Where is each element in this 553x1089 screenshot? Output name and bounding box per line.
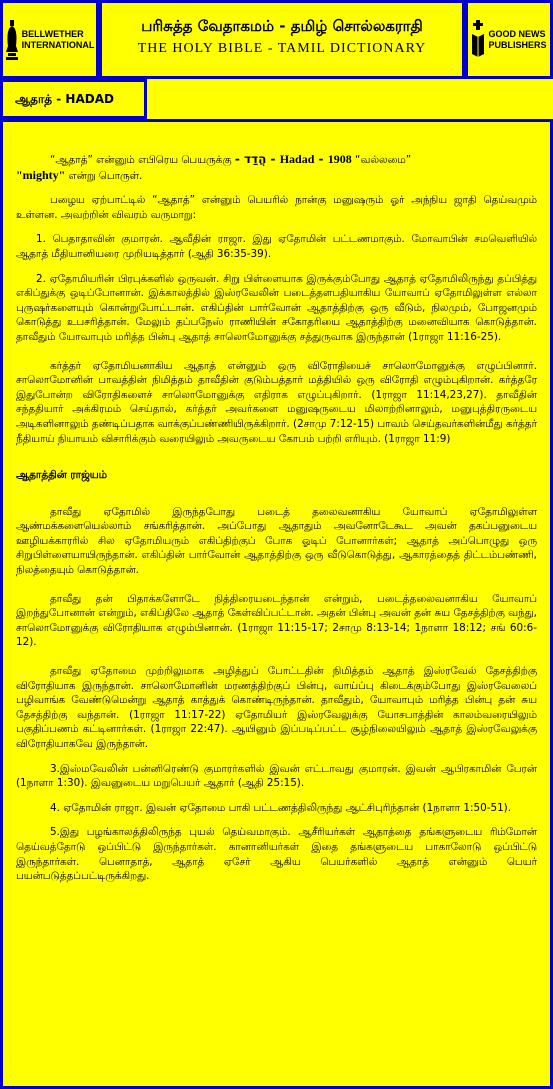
goodnews-logo-box <box>465 0 553 79</box>
intro-line <box>16 152 537 183</box>
entry-sep: - <box>52 92 66 106</box>
meaning-tamil: “வல்லமை” <box>351 154 412 166</box>
paragraph: 2. ஏதோமியரின் பிரபுக்களில் ஒருவன். சிறு பிள்ளையாக இருக்கும்போது ஆதாத் ஏதோமிலிருந்து தப்பித்து எகிப்துக்கு ஒடிப்போனான். இக்காலத்தில் இஸ்ரவேலின் படைத்தளபதியாகிய யோவாப் ஏதோமிலுள்ள எல்லா புருஷர்களையும் கொன்றுபோட்டான். எகிப்தின் பார்வோன் ஆதாத்திற்கு ஒரு வீடும், நிலமும், போஜனமும் கொடுத்து உபசரித்தான். மேலும் தப்பநேஸ் ராணியின் சகோதரியை ஆதாத்திற்கு மனைவியாக கொடுத்தான். தாவீதும் யோவாபும் மரித்த பின்பு ஆதாத் சாலொமோனுக்கு சத்துருவாக இருந்தான் (1ராஜா 11:16-25). <box>16 272 537 343</box>
paragraph: 1. பெதாதாவின் குமாரன். ஆவீதின் ராஜா. இது ஏதோமின் பட்டணமாகும். மோவாபின் சமவெளியில் ஆதாத் மீதியானியரை முறியடித்தார் (ஆதி 36:35-39). <box>16 233 537 260</box>
intro-tail: என்று பொருள். <box>65 169 143 182</box>
entry-content-box <box>0 119 553 1089</box>
hebrew-word: הֲדַד <box>243 152 267 166</box>
paragraph: பழைய ஏற்பாட்டில் “ஆதாத்” என்னும் பெயரில் நான்கு மனுஷரும் ஓர் அந்நிய ஜாதி தெய்வமும் உள்ளன. அவற்றின் விவரம் வருமாறு: <box>16 194 537 221</box>
logo-line-1: BELLWETHER <box>21 28 84 39</box>
section-heading: ஆதாத்தின் ராஜ்யம் <box>16 469 108 482</box>
bellwether-logo <box>5 20 95 60</box>
intro-text: “ஆதாத்” என்னும் எபிரெய பெயருக்கு <box>50 154 235 166</box>
title-english: THE HOLY BIBLE - TAMIL DICTIONARY <box>137 41 427 56</box>
entry-word-tamil: ஆதாத் <box>15 92 53 106</box>
intro-dash: - <box>314 152 328 166</box>
logo-line-2: INTERNATIONAL <box>21 39 95 50</box>
strongs-number: 1908 <box>327 152 352 166</box>
paragraph: தாவீது ஏதோமை முற்றிலுமாக அழித்துப் போட்டதின் நிமித்தம் ஆதாத் இஸ்ரவேல் தேசத்திற்கு விரோதியாக இருந்தான். சாலொமோனின் மரணத்திற்குப் பின்பு, வாய்ப்பு கிடைக்கும்போது இஸ்ரவேலைப் பழிவாங்க வேண்டுமென்று ஆதாத் காத்துக் கொண்டிருந்தான். தாவீதும், யோவாபும் மரித்த பின்பு தன் சுய தேசத்திற்கு வந்தான். (1ராஜா 11:17-22) ஏதோமியர் இஸ்ரவேலுக்கு யோசபாத்தின் காலம்வரையிலும் பகுதிப்பணம் கட்டினார்கள். (1ராஜா 22:47). ஆயினும் இப்படிப்பட்ட சூழ்நிலையிலும் ஆதாத் இஸ்ரவேலுக்கு விரோதியாகவே இருந்தான். <box>16 665 537 750</box>
bellwether-logo-box <box>0 0 99 79</box>
intro-dash: - <box>234 152 244 166</box>
goodnews-logo <box>471 20 546 60</box>
meaning-english: "mighty" <box>16 167 66 182</box>
numbered-item: 3.இஸ்மவேலின் பன்னிரெண்டு குமாரர்களில் இவன் எட்டாவது குமாரன். இவன் ஆபிரகாமின் பேரன் (1நாளா 1:30). இவனுடைய மறுபெயர் ஆதார் (ஆதி 25:15). <box>16 762 537 790</box>
paragraph: தாவீது ஏதோமில் இருந்தபோது படைத் தலைவனாகிய யோவாப் ஏதோமிலுள்ள ஆண்மக்களையெல்லாம் சங்கரித்தான். அப்போது ஆதாதும் அவனோடேகூட அவன் தகப்பனுடைய ஊழியக்காரரில் சில ஏதோமியரும் எகிப்திற்குப் போக ஓடிப் போனார்கள்; ஆதாத் அப்பொழுது ஒரு சிறுபிள்ளையாயிருந்தான். எகிப்தின் பார்வோன் ஆதாத்திற்கு ஒரு வீடுகொடுத்து, ஆகாரத்தைத் திட்டம்பண்ணி, நிலத்தையும் கொடுத்தான். <box>16 505 537 577</box>
numbered-item: 4. ஏதோமின் ராஜா. இவன் ஏதோமை பாகி பட்டணத்திலிருந்து ஆட்சிபுரிந்தான் (1நாளா 1:50-51). <box>50 801 512 814</box>
bell-logo-icon <box>5 20 19 60</box>
entry-word-tab <box>0 79 147 119</box>
entry-body <box>16 142 537 884</box>
logo-line-1: GOOD NEWS <box>488 28 546 39</box>
intro-dash: - <box>266 152 280 166</box>
open-book-logo-icon <box>471 20 485 60</box>
dictionary-title-box <box>99 0 465 79</box>
paragraph: கர்த்தர் ஏதோமியனாகிய ஆதாத் என்னும் ஒரு விரோதியைச் சாலொமோனுக்கு எழுப்பினார். சாலொமோனின் பாவத்தின் நிமித்தம் தாவீதின் குடும்பத்தார் மத்தியில் ஒரு விரோதி எழும்புகிறான். கர்த்தரே இதுபோன்ற விரோதிகளைச் சாலொமோனுக்கு எதிராக எழுப்புகிறார். (1ராஜா 11:14,23,27). தாவீதின் சந்ததியார் அக்கிரமம் செய்தால், கர்த்தர் அவர்களை மனுஷருடைய மிலாற்றினாலும், மனுபுத்திரருடைய அடிகளினாலும் தண்டிப்பதாக வாக்குப்பண்ணியிருக்கிறார். (2சாமு 7:12-15) பாவம் செய்தவர்களின்மீது கர்த்தர் நீதியாய் நியாயம் விசாரிக்கும் வரையிலும் அவருடைய கோபம் பற்றி எரியும். (1ராஜா 11:9) <box>16 359 537 445</box>
paragraph: தாவீது தன் பிதாக்களோடே நித்திரையடைந்தான் என்றும், படைத்தலைவனாகிய யோவாப் இறந்துபோனான் என்றும், எகிப்திலே ஆதாத் கேள்விப்பட்டான். அதன் பின்பு அவன் தன் சுய தேசத்திற்கு வந்து, சாலொமோனுக்கு விரோதியாக எழும்பினான். (1ராஜா 11:15-17; 2சாமு 8:13-14; 1நாளா 18:12; சங் 60:6-12). <box>16 592 537 649</box>
numbered-item: 5.இது பழங்காலத்திலிருந்த புயல் தெய்வமாகும். ஆசீரியர்கள் ஆதாத்தை தங்களுடைய ரிம்மோன் தெய்வத்தோடு ஒப்பிட்டு இருந்தார்கள். கானானியர்கள் இதை தங்களுடைய பாகாலோடு ஒப்பிட்டு இருந்தார்கள். பெனாதாத், ஆதாத் ஏசேர் ஆகிய பெயர்களில் ஆதாத் என்னும் பெயர் பயன்படுத்தப்பட்டிருக்கிறது. <box>16 826 537 883</box>
title-tamil: பரிசுத்த வேதாகமம் - தமிழ் சொல்லகராதி <box>141 17 423 35</box>
transliteration: Hadad <box>279 152 315 166</box>
logo-line-2: PUBLISHERS <box>488 39 547 50</box>
entry-word-english: HADAD <box>65 92 114 106</box>
